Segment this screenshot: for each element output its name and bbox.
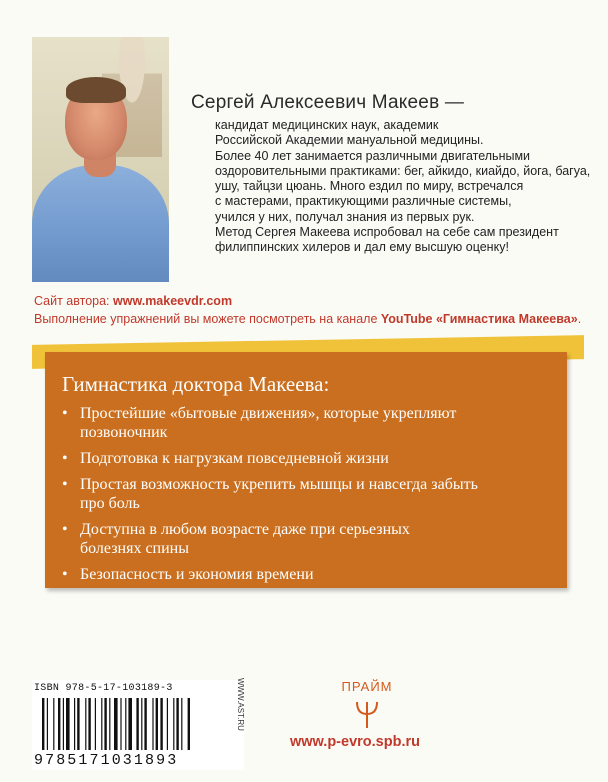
video-suffix: . (577, 312, 582, 326)
barcode-bar (156, 698, 158, 750)
barcode-bar (173, 698, 174, 750)
bio-line: филиппинских хилеров и дал ему высшую оценку! (215, 240, 509, 255)
barcode-image (40, 698, 230, 752)
barcode-bar (114, 698, 118, 750)
barcode-bar (167, 698, 168, 750)
feature-line: • Простая возможность укрепить мышцы и навсегда забыть (80, 476, 478, 493)
barcode-bar (176, 698, 178, 750)
barcode-bar (136, 698, 138, 750)
barcode-bar (128, 698, 132, 750)
feature-line: • Подготовка к нагрузкам повседневной жизни (80, 450, 389, 467)
author-shirt (32, 165, 169, 282)
barcode-bar (66, 698, 70, 750)
bio-line: оздоровительными практиками: бег, айкидо, киайдо, йога, багуа, (215, 163, 591, 178)
bio-line: с мастерами, практикующими различные системы, (215, 194, 512, 209)
author-photo (32, 37, 169, 282)
feature-line: про боль (80, 495, 140, 512)
barcode-bar (58, 698, 60, 750)
barcode-bar (160, 698, 162, 750)
bio-line: ушу, тайцзи цюань. Много ездил по миру, встречался (215, 179, 524, 194)
publisher-url[interactable]: www.p-evro.spb.ru (290, 734, 420, 750)
ast-website-vertical: WWW.AST.RU (236, 678, 245, 731)
barcode-bar (125, 698, 126, 750)
author-site-link[interactable]: www.makeevdr.com (113, 294, 233, 308)
feature-item (62, 520, 562, 558)
barcode-bar (141, 698, 142, 750)
barcode-bar (77, 698, 79, 750)
isbn-text: ISBN 978-5-17-103189-3 (34, 683, 173, 694)
barcode-bar (101, 698, 102, 750)
feature-line: • Доступна в любом возрасте даже при серьезных (80, 521, 410, 538)
barcode-bar (85, 698, 86, 750)
barcode-bar (152, 698, 153, 750)
feature-item (62, 565, 562, 584)
bio-line: Российской Академии мануальной медицины. (215, 133, 484, 148)
bio-line: Более 40 лет занимается различными двигательными (215, 148, 531, 163)
feature-item (62, 475, 562, 513)
site-prefix: Сайт автора: (34, 294, 114, 308)
feature-line: позвоночник (80, 424, 168, 441)
barcode-bar (95, 698, 96, 750)
barcode-bar (144, 698, 146, 750)
bio-line: Метод Сергея Макеева испробовал на себе сам президент (215, 225, 559, 240)
feature-line: • Безопасность и экономия времени (80, 566, 314, 583)
barcode-digits: 9785171031893 (34, 752, 179, 769)
barcode-bar (109, 698, 110, 750)
video-line (34, 312, 581, 326)
feature-line: болезнях спины (80, 540, 189, 557)
publisher-name: ПРАЙМ (341, 679, 393, 694)
feature-item (62, 404, 562, 442)
barcode-bar (74, 698, 75, 750)
youtube-channel-link[interactable]: YouTube «Гимнастика Макеева» (380, 312, 578, 326)
feature-list (62, 404, 562, 591)
panel-title: Гимнастика доктора Макеева: (62, 372, 330, 396)
video-prefix: Выполнение упражнений вы можете посмотреть на канале (34, 312, 381, 326)
barcode-bar (104, 698, 106, 750)
barcode-bar (53, 698, 54, 750)
barcode-bar (188, 698, 190, 750)
barcode-bar (47, 698, 48, 750)
bio-line: учился у них, получал знания из первых рук. (215, 209, 475, 224)
barcode-bar (88, 698, 90, 750)
barcode-bar (42, 698, 44, 750)
bio-line: кандидат медицинских наук, академик (215, 118, 439, 132)
barcode-bar (120, 698, 121, 750)
author-name: Сергей Алексеевич Макеев — (191, 92, 465, 113)
barcode-bar (63, 698, 64, 750)
barcode-bar (181, 698, 182, 750)
author-hair (66, 77, 126, 103)
feature-line: • Простейшие «бытовые движения», которые укрепляют (80, 405, 457, 422)
author-site-line (34, 294, 232, 308)
author-bio (215, 118, 591, 256)
feature-item (62, 449, 562, 468)
